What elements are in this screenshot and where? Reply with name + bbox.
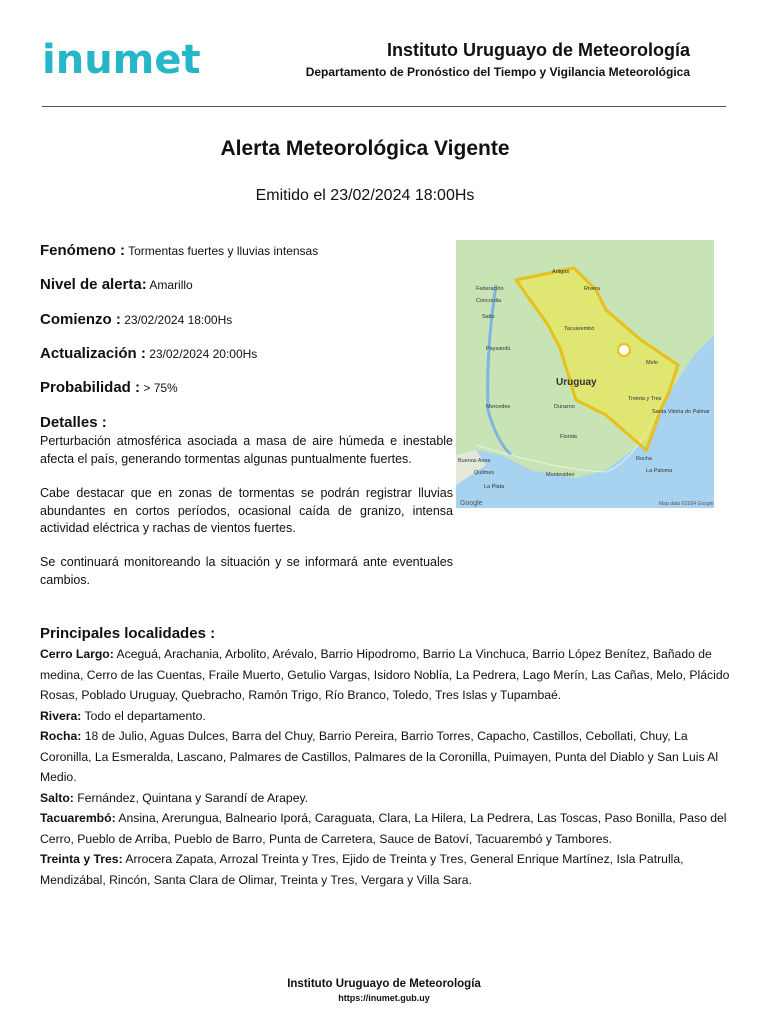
map-label-durazno: Durazno <box>554 404 575 410</box>
map-label-artigas: Artigas <box>552 269 570 275</box>
localidad-rivera <box>40 706 730 727</box>
comienzo-value: 23/02/2024 18:00Hs <box>124 313 233 327</box>
nivel-label: Nivel de alerta: <box>40 276 147 293</box>
field-comienzo <box>40 311 232 328</box>
fenomeno-value: Tormentas fuertes y lluvias intensas <box>128 244 319 258</box>
map-label-buenos-aires: Buenos Aires <box>458 458 491 464</box>
map-label-federacion: Federación <box>476 286 504 292</box>
dept-places: Arrocera Zapata, Arrozal Treinta y Tres, Ejido de Treinta y Tres, General Enrique Martínez, Isla Patrulla, Mendizábal, Rincón, Santa Clara de Olimar, Treinta y Tres, Vergara y Villa Sara. <box>40 852 684 887</box>
footer-org: Instituto Uruguayo de Meteorología <box>287 978 481 990</box>
actualizacion-label: Actualización : <box>40 345 146 362</box>
dept-places: Aceguá, Arachania, Arbolito, Arévalo, Barrio Hipodromo, Barrio La Vinchuca, Barrio López Benítez, Bañado de medina, Cerro de las Cuentas, Fraile Muerto, Getulio Vargas, Isidoro Noblía, La Pedrera, Lago Merín, Las Cañas, Melo, Plácido Rosas, Poblado Uruguay, Quebracho, Ramón Trigo, Río Branco, Toledo, Tres Islas y Tupambaé. <box>40 647 730 702</box>
issued-date: Emitido el 23/02/2024 18:00Hs <box>255 187 475 204</box>
footer-url[interactable]: https://inumet.gub.uy <box>338 993 430 1003</box>
dept-places: 18 de Julio, Aguas Dulces, Barra del Chuy, Barrio Pereira, Barrio Torres, Capacho, Castillos, Cebollati, Chuy, La Coronilla, La Esmeralda, Lascano, Palmares de Castillos, Palmares de la Coronilla, Puimayen, Punta del Diablo y San Luis Al Medio. <box>40 729 719 784</box>
dept-places: Ansina, Arerungua, Balneario Iporá, Caraguata, Clara, La Hilera, La Pedrera, Las Toscas, Paso Bonilla, Paso del Cerro, Pueblo de Arriba, Pueblo de Barro, Punta de Carretera, Sauce de Batoví, Tacuarembó y Tambores. <box>40 811 727 846</box>
map-label-melo: Melo <box>646 360 658 366</box>
dept-name: Rivera: <box>40 708 82 723</box>
localidades-list <box>40 644 730 890</box>
map-label-rivera: Rivera <box>584 286 600 292</box>
details-paragraph-3: Se continuará monitoreando la situación y se informará ante eventuales cambios. <box>40 555 453 587</box>
map-label-florida: Florida <box>560 434 577 440</box>
details-heading: Detalles : <box>40 414 107 431</box>
probabilidad-label: Probabilidad : <box>40 379 141 396</box>
details-paragraph-2: Cabe destacar que en zonas de tormentas se podrán registrar lluvias abundantes en cortos períodos, ocasional caída de granizo, intensa actividad eléctrica y rachas de vientos fuertes. <box>40 486 453 535</box>
header-divider <box>42 106 726 107</box>
dept-name: Salto: <box>40 790 74 805</box>
map-label-quilmes: Quilmes <box>474 470 495 476</box>
map-label-paysandu: Paysandú <box>486 346 511 352</box>
nivel-value: Amarillo <box>149 278 193 292</box>
localidades-heading: Principales localidades : <box>40 625 216 642</box>
alert-map-svg <box>456 240 714 508</box>
localidad-treinta-y-tres <box>40 849 730 890</box>
storm-marker-icon <box>618 344 630 356</box>
map-attribution: Map data ©2024 Google <box>659 501 714 507</box>
details-paragraph-1: Perturbación atmosférica asociada a masa de aire húmeda e inestable afecta el país, generando tormentas algunas puntualmente fuertes. <box>40 434 453 466</box>
map-label-country: Uruguay <box>556 377 597 388</box>
map-label-rocha: Rocha <box>636 456 652 462</box>
localidad-tacuarembo <box>40 808 730 849</box>
localidad-rocha <box>40 726 730 788</box>
localidad-salto <box>40 788 730 809</box>
actualizacion-value: 23/02/2024 20:00Hs <box>149 347 258 361</box>
alert-title: Alerta Meteorológica Vigente <box>220 137 510 160</box>
inumet-logo: inumet <box>42 37 201 83</box>
dept-name: Treinta y Tres: <box>40 852 123 866</box>
localidad-cerro-largo <box>40 644 730 706</box>
fenomeno-label: Fenómeno : <box>40 242 125 259</box>
map-google-logo: Google <box>460 500 483 507</box>
map-label-santa-vitoria: Santa Vitória do Palmar <box>652 409 710 415</box>
org-subtitle: Departamento de Pronóstico del Tiempo y Vigilancia Meteorológica <box>305 65 690 79</box>
map-label-la-paloma: La Paloma <box>646 468 673 474</box>
alert-map <box>456 240 714 508</box>
field-nivel <box>40 276 193 293</box>
map-label-montevideo: Montevideo <box>546 472 575 478</box>
org-title: Instituto Uruguayo de Meteorología <box>386 40 690 60</box>
dept-name: Rocha: <box>40 729 82 743</box>
dept-places: Fernández, Quintana y Sarandí de Arapey. <box>77 790 309 805</box>
field-fenomeno <box>40 242 318 259</box>
map-label-concordia: Concordia <box>476 298 502 304</box>
map-label-la-plata: La Plata <box>484 484 505 490</box>
probabilidad-value: > 75% <box>143 381 178 395</box>
map-label-treinta-y-tres: Treinta y Tres <box>628 396 662 402</box>
dept-name: Tacuarembó: <box>40 811 116 825</box>
comienzo-label: Comienzo : <box>40 311 121 328</box>
dept-places: Todo el departamento. <box>84 708 206 723</box>
map-label-mercedes: Mercedes <box>486 404 511 410</box>
map-label-tacuarembo: Tacuarembó <box>564 326 595 332</box>
map-label-salto: Salto <box>482 314 495 320</box>
field-actualizacion <box>40 345 257 362</box>
field-probabilidad <box>40 379 178 396</box>
dept-name: Cerro Largo: <box>40 647 114 661</box>
